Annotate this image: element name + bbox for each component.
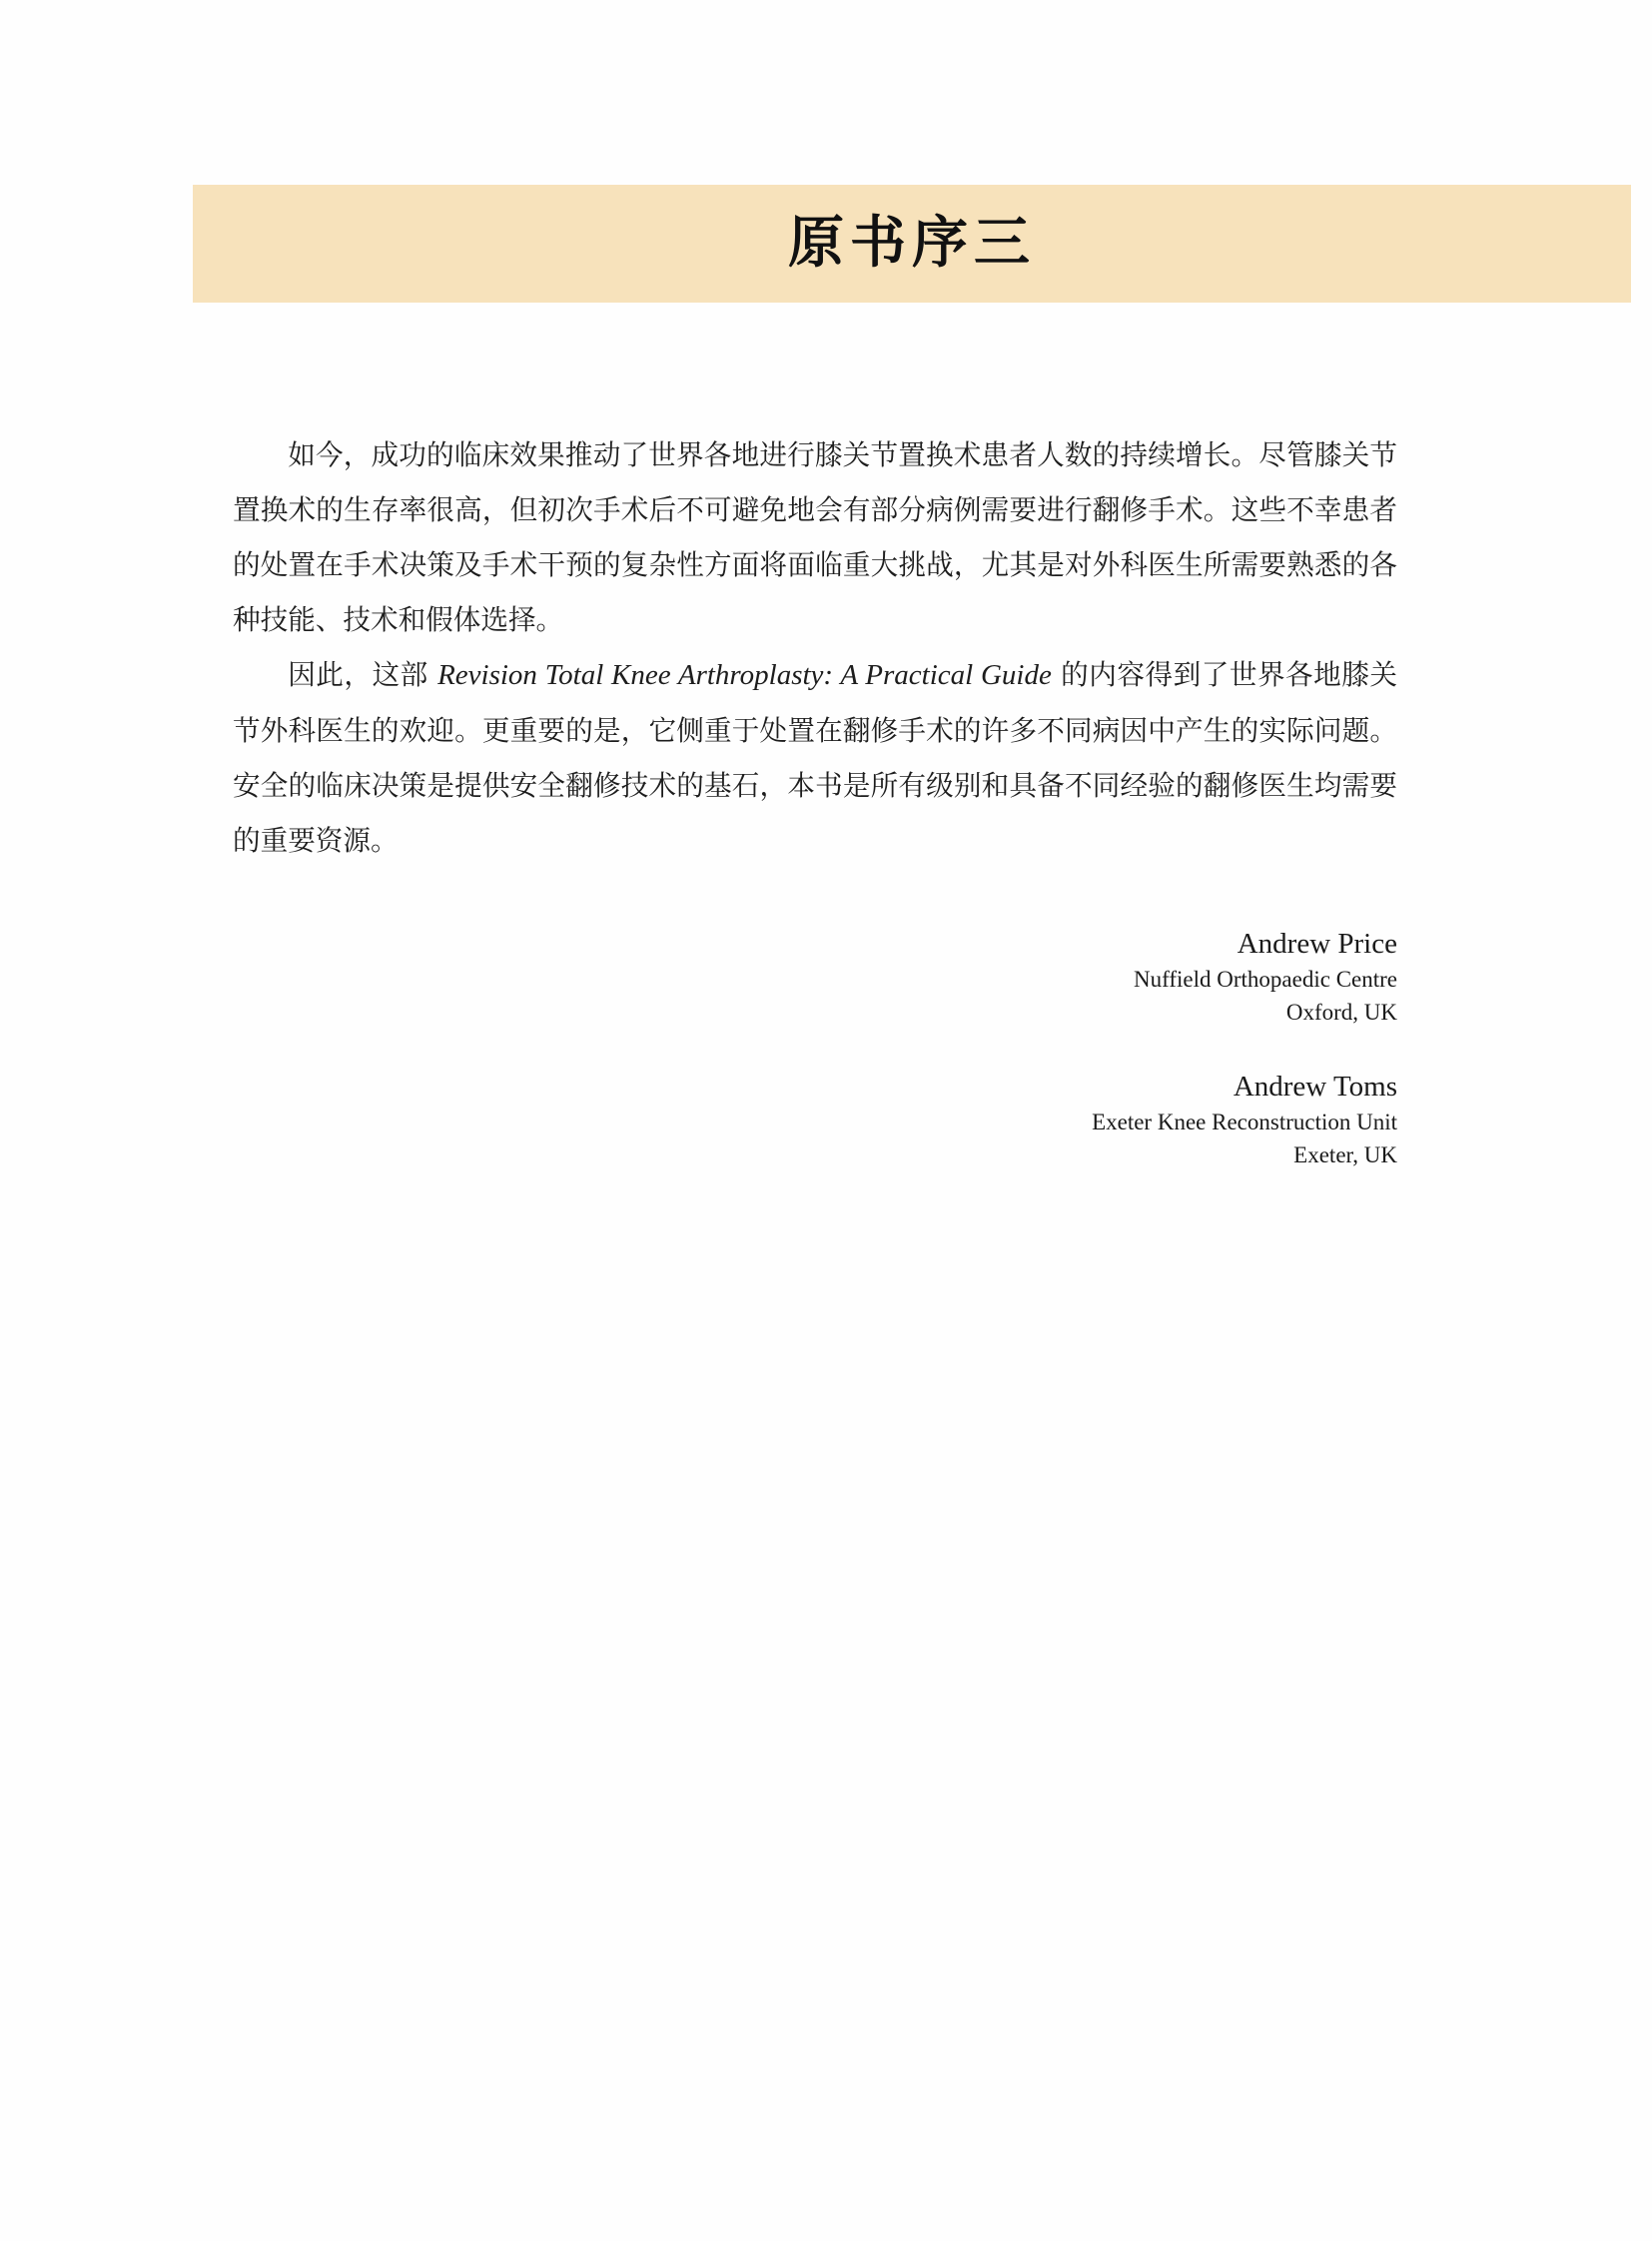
page-title: 原书序三 <box>788 210 1036 276</box>
paragraph-1: 如今，成功的临床效果推动了世界各地进行膝关节置换术患者人数的持续增长。尽管膝关节置换术的生存率很高，但初次手术后不可避免地会有部分病例需要进行翻修手术。这些不幸患者的处置在手术决策及手术干预的复杂性方面将面临重大挑战，尤其是对外科医生所需要熟悉的各种技能、技术和假体选择。 <box>233 438 1397 636</box>
paragraph-2-rest: 的内容得到了世界各地膝关节外科医生的欢迎。更重要的是，它侧重于处置在翻修手术的许多不同病因中产生的实际问题。安全的临床决策是提供安全翻修技术的基石，本书是所有级别和具备不同经验的翻修医生均需要的重要资源。 <box>233 658 1397 857</box>
signature-block <box>798 925 1397 1029</box>
signature-block <box>798 1068 1397 1171</box>
title-band <box>193 185 1631 303</box>
signature-institution: Nuffield Orthopaedic Centre <box>1134 967 1397 992</box>
paragraph-2-lead: 因此，这部 <box>288 658 438 691</box>
signature-name: Andrew Toms <box>1233 1071 1397 1103</box>
signature-name: Andrew Price <box>1237 928 1397 960</box>
signature-institution: Exeter Knee Reconstruction Unit <box>1092 1110 1397 1134</box>
body-text <box>233 427 1397 868</box>
paragraph-2 <box>233 647 1397 868</box>
book-title: Revision Total Knee Arthroplasty: A Practical Guide <box>437 659 1052 691</box>
signature-location: Exeter, UK <box>1293 1142 1397 1167</box>
signature-location: Oxford, UK <box>1285 1000 1397 1025</box>
